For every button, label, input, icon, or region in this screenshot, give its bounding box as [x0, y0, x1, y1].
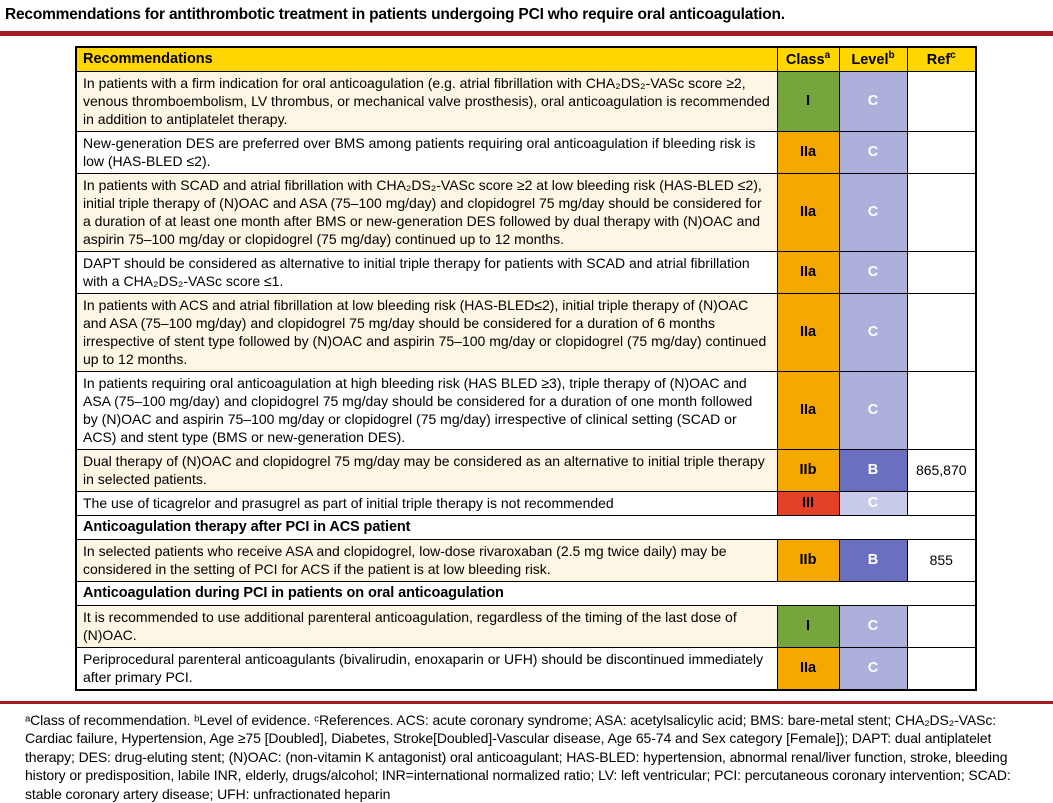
table-row: [76, 605, 976, 647]
class-badge: IIa: [777, 173, 839, 251]
class-badge: I: [777, 605, 839, 647]
ref-value: [907, 251, 976, 293]
level-badge: C: [839, 491, 907, 515]
recommendation-text: In patients requiring oral anticoagulation at high bleeding risk (HAS BLED ≥3), triple therapy of (N)OAC and ASA (75–100 mg/day) and clopidogrel 75 mg/day should be considered for a duration of one month followed by (N)OAC and aspirin 75–100 mg/day or clopidogrel (75 mg/day) irrespective of clinical setting (SCAD or ACS) and stent type (BMS or new-generation DES).: [76, 371, 777, 449]
ref-value: [907, 173, 976, 251]
header-ref: [907, 47, 976, 71]
level-badge: C: [839, 371, 907, 449]
recommendation-text: It is recommended to use additional parenteral anticoagulation, regardless of the timing of the last dose of (N)OAC.: [76, 605, 777, 647]
table-header-row: [76, 47, 976, 71]
level-badge: C: [839, 131, 907, 173]
level-badge: C: [839, 605, 907, 647]
header-level: [839, 47, 907, 71]
table-row: [76, 371, 976, 449]
class-badge: IIa: [777, 371, 839, 449]
section-header-row: [76, 515, 976, 539]
table-row: [76, 491, 976, 515]
level-badge: C: [839, 647, 907, 690]
footnote-text: ᵃClass of recommendation. ᵇLevel of evidence. ᶜReferences. ACS: acute coronary syndrome; ASA: acetylsalicylic acid; BMS: bare-metal stent; CHA₂DS₂-VASc: Cardiac failure, Hypertension, Age ≥75 [Doubled], Diabetes, Stroke[Doubled]-Vascular disease, Age 65-74 and Sex category [Female]); DAPT: dual antiplatelet therapy; DES: drug-eluting stent; (N)OAC: (non-vitamin K antagonist) oral anticoagulant; HAS-BLED: hypertension, abnormal renal/liver function, stroke, bleeding history or predisposition, labile INR, elderly, drugs/alcohol; INR=international normalized ratio; LV: left ventricular; PCI: percutaneous coronary intervention; SCAD: stable coronary artery disease; UFH: unfractionated heparin: [25, 711, 1011, 802]
header-level-label: Level: [851, 51, 889, 68]
page-title: Recommendations for antithrombotic treatment in patients undergoing PCI who require oral anticoagulation.: [5, 6, 785, 23]
table-row: [76, 251, 976, 293]
ref-value: [907, 605, 976, 647]
ref-value: 865,870: [907, 449, 976, 491]
recommendations-table: [75, 46, 977, 691]
class-badge: IIb: [777, 539, 839, 581]
recommendation-text: Periprocedural parenteral anticoagulants (bivalirudin, enoxaparin or UFH) should be discontinued immediately after primary PCI.: [76, 647, 777, 690]
level-badge: B: [839, 539, 907, 581]
table-row: [76, 293, 976, 371]
ref-value: [907, 71, 976, 131]
recommendations-table-wrapper: [75, 46, 978, 691]
recommendation-text: Dual therapy of (N)OAC and clopidogrel 75 mg/day may be considered as an alternative to initial triple therapy in selected patients.: [76, 449, 777, 491]
class-badge: IIb: [777, 449, 839, 491]
top-red-divider: [0, 31, 1053, 36]
header-ref-label: Ref: [926, 51, 951, 68]
ref-value: [907, 293, 976, 371]
class-badge: I: [777, 71, 839, 131]
level-badge: C: [839, 251, 907, 293]
class-badge: III: [777, 491, 839, 515]
class-badge: IIa: [777, 647, 839, 690]
header-level-sup: b: [888, 50, 895, 61]
level-badge: C: [839, 293, 907, 371]
table-row: [76, 173, 976, 251]
level-badge: C: [839, 173, 907, 251]
ref-value: [907, 371, 976, 449]
class-badge: IIa: [777, 251, 839, 293]
table-row: [76, 131, 976, 173]
recommendation-text: The use of ticagrelor and prasugrel as part of initial triple therapy is not recommended: [76, 491, 777, 515]
table-row: [76, 449, 976, 491]
recommendation-text: In selected patients who receive ASA and clopidogrel, low-dose rivaroxaban (2.5 mg twice daily) may be considered in the setting of PCI for ACS if the patient is at low bleeding risk.: [76, 539, 777, 581]
section-header-row: [76, 581, 976, 605]
recommendation-text: In patients with ACS and atrial fibrillation at low bleeding risk (HAS-BLED≤2), initial triple therapy of (N)OAC and ASA (75–100 mg/day) and clopidogrel 75 mg/day should be considered for a duration of 6 months irrespective of stent type followed by (N)OAC and aspirin 75–100 mg/day or clopidogrel (75 mg/day) continued up to 12 months.: [76, 293, 777, 371]
recommendation-text: In patients with SCAD and atrial fibrillation with CHA₂DS₂-VASc score ≥2 at low bleeding risk (HAS-BLED ≤2), initial triple therapy of (N)OAC and ASA (75–100 mg/day) and clopidogrel 75 mg/day should be considered for a duration of at least one month after BMS or new-generation DES followed by dual therapy with (N)OAC and aspirin 75–100 mg/day or clopidogrel (75 mg/day) continued up to 12 months.: [76, 173, 777, 251]
header-class-label: Class: [785, 51, 825, 68]
level-badge: B: [839, 449, 907, 491]
table-row: [76, 539, 976, 581]
ref-value: 855: [907, 539, 976, 581]
header-ref-sup: c: [950, 50, 956, 61]
ref-value: [907, 491, 976, 515]
header-class-sup: a: [824, 50, 831, 61]
table-row: [76, 647, 976, 690]
ref-value: [907, 647, 976, 690]
recommendation-text: New-generation DES are preferred over BMS among patients requiring oral anticoagulation if bleeding risk is low (HAS-BLED ≤2).: [76, 131, 777, 173]
table-row: [76, 71, 976, 131]
level-badge: C: [839, 71, 907, 131]
section-header-text: Anticoagulation during PCI in patients on oral anticoagulation: [76, 581, 976, 605]
header-recommendations: Recommendations: [76, 47, 777, 71]
section-header-text: Anticoagulation therapy after PCI in ACS patient: [76, 515, 976, 539]
class-badge: IIa: [777, 293, 839, 371]
recommendation-text: DAPT should be considered as alternative to initial triple therapy for patients with SCAD and atrial fibrillation with a CHA₂DS₂-VASc score ≤1.: [76, 251, 777, 293]
header-class: [777, 47, 839, 71]
recommendation-text: In patients with a firm indication for oral anticoagulation (e.g. atrial fibrillation with CHA₂DS₂-VASc score ≥2, venous thromboembolism, LV thrombus, or mechanical valve prosthesis), oral anticoagulation is recommended in addition to antiplatelet therapy.: [76, 71, 777, 131]
class-badge: IIa: [777, 131, 839, 173]
ref-value: [907, 131, 976, 173]
